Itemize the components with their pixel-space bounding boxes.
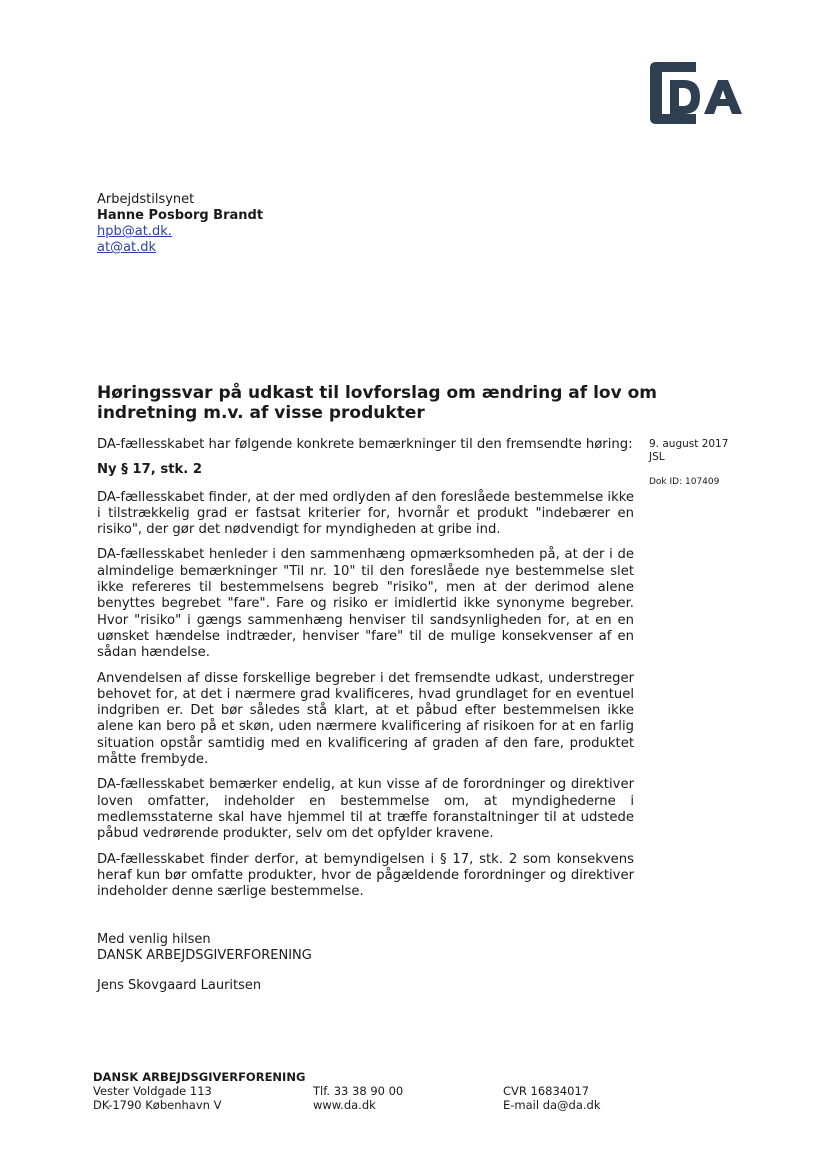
- recipient-email-link[interactable]: hpb@at.dk.: [97, 224, 172, 239]
- closing-org: DANSK ARBEJDSGIVERFORENING: [97, 948, 312, 963]
- letter-footer: [93, 1070, 653, 1112]
- footer-org: DANSK ARBEJDSGIVERFORENING: [93, 1070, 306, 1084]
- body-paragraph-2: DA-fællesskabet henleder i den sammenhæng opmærksomheden på, at der i de almindelige bemærkninger "Til nr. 10" til den foreslåede nye bestemmelse slet ikke refereres til bestemmelsens begreb "risiko", men at der derimod alene benyttes begrebet "fare". Fare og risiko er imidlertid ikke synonyme begreber. Hvor "risiko" i gængs sammenhæng henviser til sandsynligheden for, at en en uønsket hændelse indtræder, henviser "fare" til de mulige konsekvenser af en sådan hændelse.: [97, 547, 634, 661]
- signer-name: Jens Skovgaard Lauritsen: [97, 978, 262, 993]
- closing-greeting: Med venlig hilsen: [97, 932, 211, 947]
- letter-body: [97, 437, 634, 909]
- letter-title: Høringssvar på udkast til lovforslag om ændring af lov om indretning m.v. af visse produkter: [97, 383, 657, 423]
- body-paragraph-1: DA-fællesskabet finder, at der med ordlyden af den foreslåede bestemmelse ikke i tilstrækkelig grad er fastsat kriterier for, hvornår et produkt "indebærer en risiko", der gør det nødvendigt for myndigheden at gribe ind.: [97, 489, 634, 538]
- body-paragraph-3: Anvendelsen af disse forskellige begreber i det fremsendte udkast, understreger behovet for, at det i nærmere grad kvalificeres, hvad grundlaget for en eventuel indgriben er. Det bør således stå klart, at et påbud efter bestemmelsen ikke alene kan bero på et skøn, uden nærmere kvalificering af risikoen for at en farlig situation opstår samtidig med en kvalificering af graden af den fare, produktet måtte frembyde.: [97, 670, 634, 768]
- closing-block: [97, 932, 312, 994]
- footer-cvr: CVR 16834017: [503, 1084, 590, 1098]
- section-heading: Ny § 17, stk. 2: [97, 462, 203, 478]
- letter-meta: [649, 438, 729, 487]
- da-logo-mark: [650, 62, 758, 124]
- intro-paragraph: DA-fællesskabet har følgende konkrete bemærkninger til den fremsendte høring:: [97, 437, 633, 452]
- letter-date: 9. august 2017: [649, 438, 729, 450]
- recipient-name: Hanne Posborg Brandt: [97, 208, 264, 223]
- footer-web: www.da.dk: [313, 1098, 376, 1112]
- recipient-org: Arbejdstilsynet: [97, 192, 195, 207]
- recipient-email-link-2[interactable]: at@at.dk: [97, 240, 157, 255]
- footer-email: E-mail da@da.dk: [503, 1098, 601, 1112]
- body-paragraph-5: DA-fællesskabet finder derfor, at bemyndigelsen i § 17, stk. 2 som konsekvens heraf kun bør omfatte produkter, hvor de pågældende forordninger og direktiver indeholder denne særlige bestemmelse.: [97, 851, 634, 900]
- da-logo: [650, 62, 758, 128]
- footer-address-2: DK-1790 København V: [93, 1098, 222, 1112]
- document-id: Dok ID: 107409: [649, 477, 720, 487]
- footer-phone: Tlf. 33 38 90 00: [313, 1084, 404, 1098]
- recipient-block: [97, 192, 263, 256]
- footer-address-1: Vester Voldgade 113: [93, 1084, 212, 1098]
- letter-initials: JSL: [649, 451, 665, 463]
- body-paragraph-4: DA-fællesskabet bemærker endelig, at kun visse af de forordninger og direktiver loven omfatter, indeholder en bestemmelse om, at myndighederne i medlemsstaterne skal have hjemmel til at træffe foranstaltninger til at udstede påbud vedrørende produkter, selv om det opfylder kravene.: [97, 777, 634, 842]
